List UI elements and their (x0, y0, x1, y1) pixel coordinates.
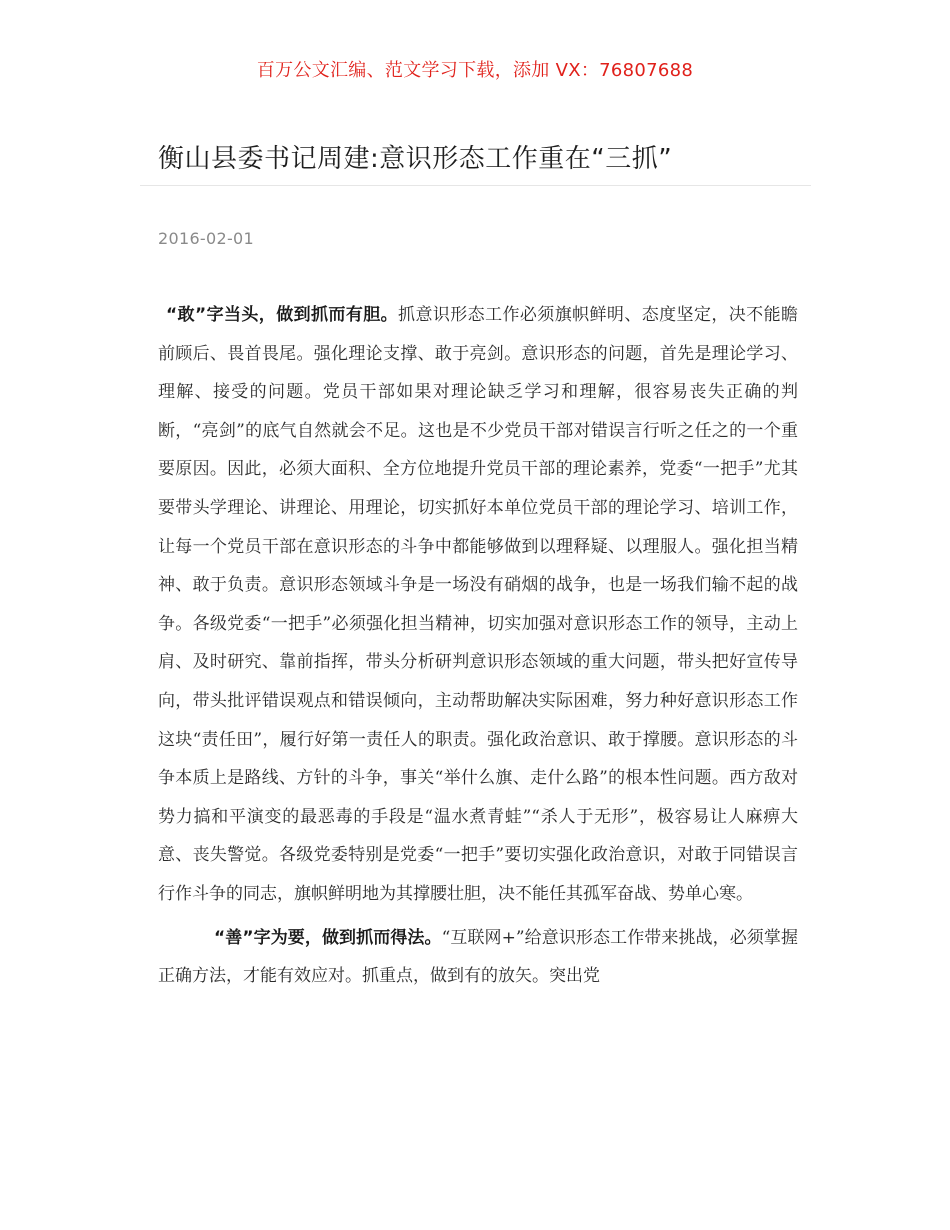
paragraph-2 (158, 919, 798, 996)
watermark-banner: 百万公文汇编、范文学习下载，添加 VX：76807688 (256, 60, 694, 81)
paragraph-2-lead: “善”字为要，做到抓而得法。 (214, 927, 442, 948)
paragraph-2-text: “互联网+”给意识形态工作带来挑战，必须掌握正确方法，才能有效应对。抓重点，做到有的放矢。突出党 (158, 927, 798, 987)
paragraph-1-text: 抓意识形态工作必须旗帜鲜明、态度坚定，决不能瞻前顾后、畏首畏尾。强化理论支撑、敢于亮剑。意识形态的问题，首先是理论学习、理解、接受的问题。党员干部如果对理论缺乏学习和理解，很容易丧失正确的判断，“亮剑”的底气自然就会不足。这也是不少党员干部对错误言行听之任之的一个重要原因。因此，必须大面积、全方位地提升党员干部的理论素养，党委“一把手”尤其要带头学理论、讲理论、用理论，切实抓好本单位党员干部的理论学习、培训工作，让每一个党员干部在意识形态的斗争中都能够做到以理释疑、以理服人。强化担当精神、敢于负责。意识形态领域斗争是一场没有硝烟的战争，也是一场我们输不起的战争。各级党委“一把手”必须强化担当精神，切实加强对意识形态工作的领导，主动上肩、及时研究、靠前指挥，带头分析研判意识形态领域的重大问题，带头把好宣传导向，带头批评错误观点和错误倾向，主动帮助解决实际困难，努力种好意识形态工作这块“责任田”，履行好第一责任人的职责。强化政治意识、敢于撑腰。意识形态的斗争本质上是路线、方针的斗争，事关“举什么旗、走什么路”的根本性问题。西方敌对势力搞和平演变的最恶毒的手段是“温水煮青蛙”“杀人于无形”，极容易让人麻痹大意、丧失警觉。各级党委特别是党委“一把手”要切实强化政治意识，对敢于同错误言行作斗争的同志，旗帜鲜明地为其撑腰壮胆，决不能任其孤军奋战、势单心寒。 (158, 305, 798, 904)
article-body (158, 296, 798, 1001)
publish-date: 2016-02-01 (158, 229, 254, 248)
article-title: 衡山县委书记周建:意识形态工作重在“三抓” (158, 144, 673, 174)
paragraph-1 (158, 296, 798, 914)
title-divider (140, 185, 811, 186)
paragraph-1-lead: “敢”字当头，做到抓而有胆。 (166, 305, 399, 325)
